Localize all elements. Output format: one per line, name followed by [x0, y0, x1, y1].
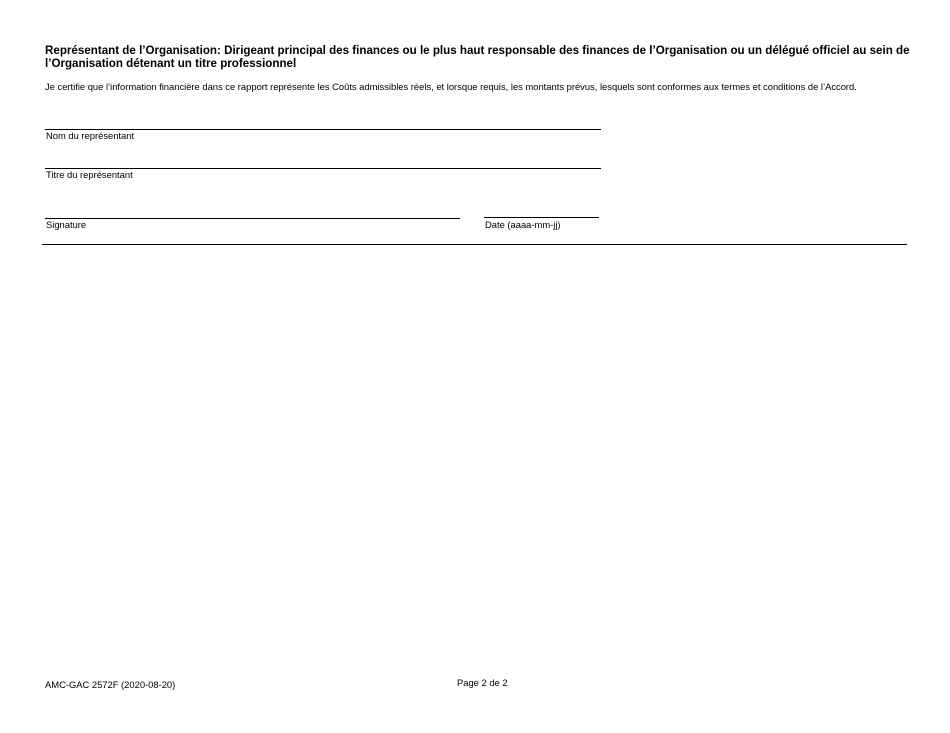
date-label: Date (aaaa-mm-jj): [485, 219, 561, 230]
signature-input-line[interactable]: [45, 218, 460, 219]
page-number: Page 2 de 2: [457, 677, 508, 688]
title-label: Titre du représentant: [46, 169, 133, 180]
name-label: Nom du représentant: [46, 130, 135, 141]
certification-text: Je certifie que l’information financière dans ce rapport représente les Coûts admissibles réels, et lorsque requis, les montants prévus, lesquels sont conformes aux termes et conditions de l’Accord.: [45, 81, 857, 92]
date-input-line[interactable]: [484, 217, 599, 218]
form-identifier: AMC-GAC 2572F (2020-08-20): [45, 679, 176, 690]
signature-label: Signature: [46, 219, 87, 230]
section-divider: [42, 244, 907, 245]
section-heading: Représentant de l’Organisation: Dirigeant principal des finances ou le plus haut responsable des finances de l’Organisation ou un délégué officiel au sein de l’Organisation détenant un titre professionnel: [45, 44, 910, 70]
